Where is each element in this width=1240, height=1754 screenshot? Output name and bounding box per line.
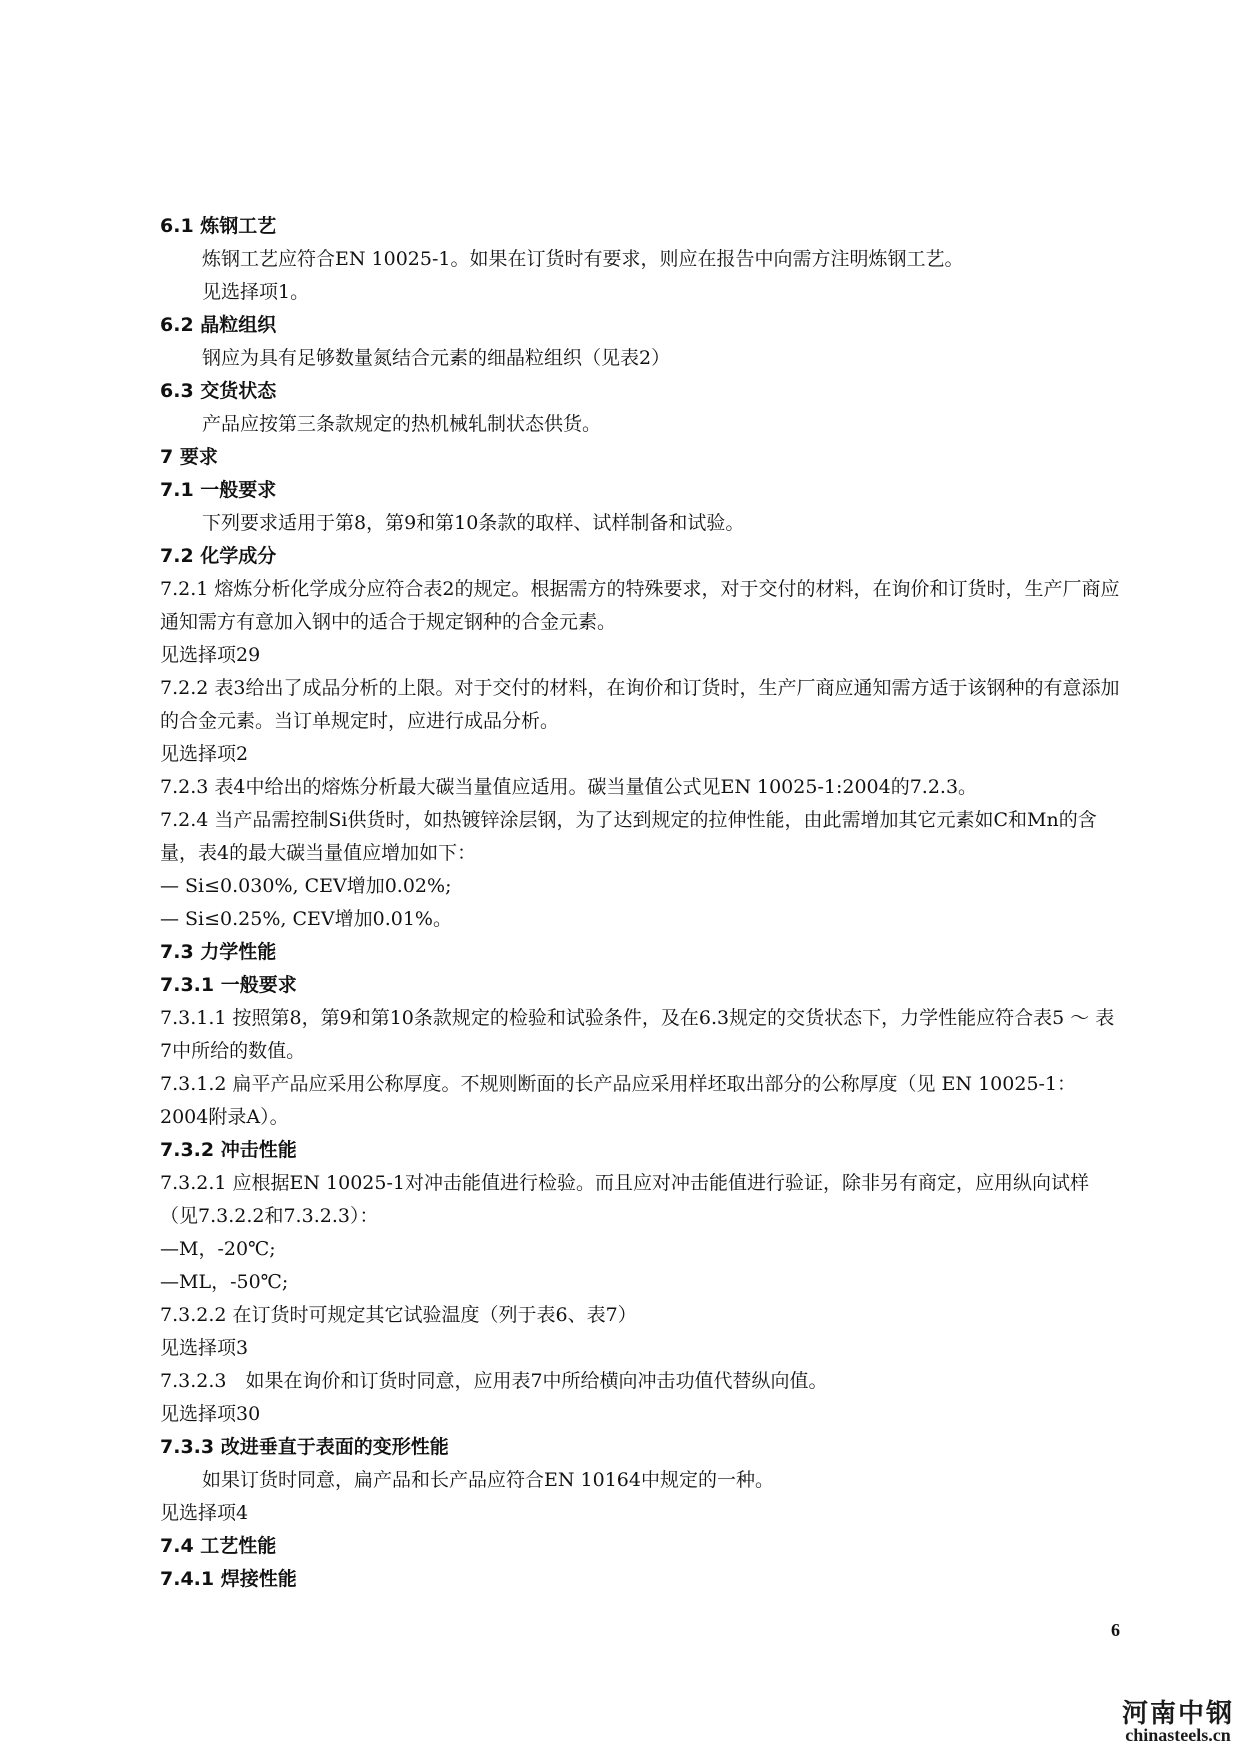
heading-7: 7 要求 — [160, 446, 218, 468]
paragraph: 7.2.4 当产品需控制Si供货时，如热镀锌涂层钢，为了达到规定的拉伸性能，由此需增加其它元素如C和Mn的含量，表4的最大碳当量值应增加如下： — [160, 809, 1097, 864]
paragraph: 7.3.2.1 应根据EN 10025-1对冲击能值进行检验。而且应对冲击能值进行验证，除非另有商定，应用纵向试样（见7.3.2.2和7.3.2.3）： — [160, 1172, 1089, 1227]
heading-7-3-3: 7.3.3 改进垂直于表面的变形性能 — [160, 1436, 449, 1458]
heading-7-3-2: 7.3.2 冲击性能 — [160, 1139, 297, 1161]
paragraph: 7.2.3 表4中给出的熔炼分析最大碳当量值应适用。碳当量值公式见EN 10025-1:2004的7.2.3。 — [160, 776, 978, 798]
heading-7-4: 7.4 工艺性能 — [160, 1535, 277, 1557]
paragraph: 见选择项2 — [160, 743, 249, 765]
list-item: —M，-20℃; — [160, 1238, 276, 1260]
paragraph: 7.3.1.1 按照第8，第9和第10条款规定的检验和试验条件，及在6.3规定的交货状态下，力学性能应符合表5 ～ 表7中所给的数值。 — [160, 1007, 1115, 1062]
paragraph: 下列要求适用于第8，第9和第10条款的取样、试样制备和试验。 — [202, 512, 745, 534]
paragraph: 如果订货时同意，扁产品和长产品应符合EN 10164中规定的一种。 — [202, 1469, 774, 1491]
heading-7-2: 7.2 化学成分 — [160, 545, 277, 567]
paragraph: 7.3.2.3 如果在询价和订货时同意，应用表7中所给横向冲击功值代替纵向值。 — [160, 1370, 828, 1392]
paragraph: 7.2.2 表3给出了成品分析的上限。对于交付的材料，在询价和订货时，生产厂商应通知需方适于该钢种的有意添加的合金元素。当订单规定时，应进行成品分析。 — [160, 677, 1120, 732]
paragraph: 见选择项30 — [160, 1403, 261, 1425]
paragraph: 见选择项3 — [160, 1337, 249, 1359]
paragraph: 见选择项29 — [160, 644, 261, 666]
paragraph: 见选择项4 — [160, 1502, 249, 1524]
heading-7-3: 7.3 力学性能 — [160, 941, 277, 963]
watermark-cn: 河南中钢 — [1121, 1698, 1234, 1728]
paragraph: 7.2.1 熔炼分析化学成分应符合表2的规定。根据需方的特殊要求，对于交付的材料，在询价和订货时，生产厂商应通知需方有意加入钢中的适合于规定钢种的合金元素。 — [160, 578, 1120, 633]
paragraph: 炼钢工艺应符合EN 10025-1。如果在订货时有要求，则应在报告中向需方注明炼钢工艺。 — [202, 248, 964, 270]
paragraph: 7.3.1.2 扁平产品应采用公称厚度。不规则断面的长产品应采用样坯取出部分的公称厚度（见 EN 10025-1：2004附录A）。 — [160, 1073, 1077, 1128]
watermark-logo — [1121, 1698, 1234, 1746]
heading-7-1: 7.1 一般要求 — [160, 479, 277, 501]
paragraph: 见选择项1。 — [202, 281, 310, 303]
heading-6-1: 6.1 炼钢工艺 — [160, 215, 277, 237]
list-item: — Si≤0.030%, CEV增加0.02%; — [160, 875, 452, 897]
paragraph: 7.3.2.2 在订货时可规定其它试验温度（列于表6、表7） — [160, 1304, 637, 1326]
heading-7-3-1: 7.3.1 一般要求 — [160, 974, 297, 996]
heading-6-2: 6.2 晶粒组织 — [160, 314, 277, 336]
watermark-en: chinasteels.cn — [1125, 1725, 1231, 1745]
page-number: 6 — [1111, 1620, 1120, 1640]
paragraph: 钢应为具有足够数量氮结合元素的细晶粒组织（见表2） — [202, 347, 671, 369]
heading-7-4-1: 7.4.1 焊接性能 — [160, 1568, 297, 1590]
document-body — [160, 210, 1120, 1596]
list-item: — Si≤0.25%, CEV增加0.01%。 — [160, 908, 452, 930]
list-item: —ML，-50℃; — [160, 1271, 289, 1293]
paragraph: 产品应按第三条款规定的热机械轧制状态供货。 — [202, 413, 602, 435]
heading-6-3: 6.3 交货状态 — [160, 380, 277, 402]
